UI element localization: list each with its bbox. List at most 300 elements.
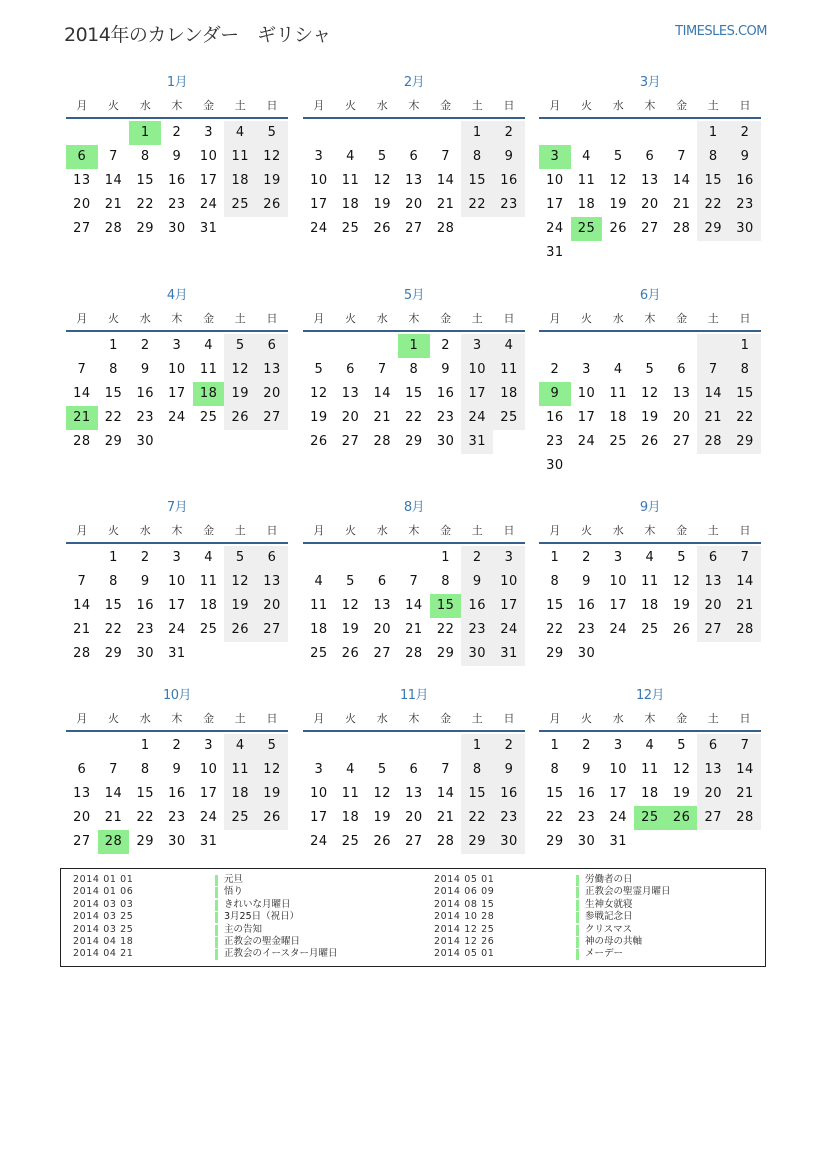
day-cell: 25 [224,806,256,830]
weekday-label: 火 [345,99,357,112]
day-cell: 12 [224,358,256,382]
day-cell: 10 [493,570,525,594]
day-cell: 14 [104,786,123,801]
holiday-date: 2014 03 25 [73,923,134,935]
day-cell: 7 [729,546,761,570]
day-cell: 21 [729,594,761,618]
day-cell: 9 [140,362,150,377]
month-3 [539,72,761,265]
weekday-label: 水 [376,712,388,725]
day-cell: 7 [441,149,450,164]
day-cell: 17 [546,197,564,212]
day-cell: 13 [373,598,391,613]
holiday-marker [576,887,579,898]
empty-cell [335,334,367,358]
day-cell: 21 [405,622,423,637]
holiday-marker [576,912,579,923]
day-cell: 27 [341,434,360,449]
holiday-row [434,948,671,960]
day-cell: 23 [136,622,154,637]
day-cell: 11 [641,762,659,777]
month-name: 3月 [639,75,661,90]
month-name: 9月 [639,500,661,515]
weekday-label: 金 [203,524,215,537]
day-cell: 20 [73,810,91,825]
day-cell: 13 [641,173,659,188]
day-cell: 16 [168,173,186,188]
month-4 [66,285,288,454]
day-cell: 20 [256,594,288,618]
day-cell: 8 [550,762,560,777]
weekday-header [66,307,288,332]
day-cell: 9 [493,145,525,169]
weekday-label: 月 [313,312,325,325]
day-grid [539,119,761,265]
weekday-header [539,707,761,732]
holiday-date: 2014 05 01 [434,948,495,960]
empty-cell [303,334,335,358]
day-cell: 29 [405,434,423,449]
empty-cell [335,546,367,570]
empty-cell [539,121,571,145]
day-cell: 22 [461,193,493,217]
day-cell: 16 [136,386,154,401]
day-cell: 18 [641,598,659,613]
day-cell: 28 [373,434,391,449]
empty-cell [366,121,398,145]
empty-cell [571,334,603,358]
weekday-label: 日 [503,312,515,325]
day-cell: 4 [582,149,591,164]
day-cell: 3 [172,550,182,565]
day-cell: 30 [168,221,186,236]
holiday-row [73,936,338,948]
empty-cell [66,546,98,570]
day-grid [539,732,761,854]
day-cell: 13 [341,386,360,401]
holiday-marker [215,912,218,923]
day-cell: 13 [73,786,91,801]
day-grid [303,119,525,241]
empty-cell [66,121,98,145]
day-cell: 12 [609,173,627,188]
weekday-label: 月 [549,524,561,537]
day-cell: 13 [697,758,729,782]
day-cell: 22 [546,622,564,637]
day-cell: 30 [546,458,564,473]
weekday-label: 月 [313,99,325,112]
weekday-label: 金 [440,524,452,537]
day-cell: 26 [672,622,691,637]
holiday-row [73,886,338,898]
day-cell: 23 [729,193,761,217]
day-cell: 29 [104,646,123,661]
day-cell: 26 [373,221,391,236]
day-cell: 19 [256,169,288,193]
day-cell: 25 [341,834,360,849]
day-cell: 8 [109,574,118,589]
weekday-label: 火 [108,312,120,325]
month-1 [66,72,288,241]
day-cell: 25 [341,221,360,236]
day-cell: 9 [493,758,525,782]
day-cell: 11 [577,173,596,188]
month-name: 11月 [399,688,429,703]
day-cell: 10 [199,149,218,164]
day-cell: 27 [641,221,659,236]
empty-cell [634,121,666,145]
empty-cell [430,734,462,758]
day-cell: 11 [310,598,328,613]
day-cell: 5 [677,738,686,753]
weekday-label: 木 [171,312,183,325]
day-cell: 1 [550,738,560,753]
day-cell: 2 [461,546,493,570]
holiday-row [434,899,671,911]
day-grid [539,544,761,666]
day-cell: 24 [609,622,627,637]
empty-cell [602,334,634,358]
weekday-header [66,519,288,544]
day-cell: 19 [373,197,391,212]
day-cell: 26 [310,434,328,449]
weekday-label: 水 [139,712,151,725]
weekday-label: 金 [676,99,688,112]
day-cell: 29 [104,434,123,449]
holiday-name: 元旦 [224,874,244,885]
day-cell: 17 [199,173,218,188]
day-cell: 12 [310,386,328,401]
day-grid [66,332,288,454]
day-cell: 31 [168,646,186,661]
weekday-label: 水 [376,99,388,112]
day-cell: 3 [314,149,324,164]
day-cell: 11 [224,758,256,782]
day-cell: 21 [436,197,455,212]
weekday-label: 月 [76,524,88,537]
day-cell: 17 [168,386,186,401]
weekday-header [66,94,288,119]
day-cell: 2 [441,338,450,353]
weekday-label: 木 [644,524,656,537]
day-cell: 17 [310,810,328,825]
weekday-header [303,94,525,119]
empty-cell [634,334,666,358]
weekday-label: 金 [203,99,215,112]
day-cell: 8 [441,574,450,589]
day-cell: 29 [461,830,493,854]
day-cell: 3 [613,550,623,565]
day-cell: 2 [582,550,591,565]
day-cell: 9 [140,574,150,589]
month-7 [66,497,288,666]
day-cell: 28 [73,434,91,449]
day-cell: 17 [461,382,493,406]
holiday-marker [215,900,218,911]
month-name: 4月 [166,288,188,303]
day-cell: 24 [577,434,596,449]
day-cell: 7 [409,574,419,589]
holiday-marker [576,937,579,948]
empty-cell [335,121,367,145]
day-cell: 25 [493,406,525,430]
day-cell: 1 [697,121,729,145]
holiday-date: 2014 12 26 [434,935,495,947]
holiday-marker [215,949,218,960]
day-cell: 15 [136,173,154,188]
holiday-day-cell: 1 [129,121,161,145]
day-cell: 4 [204,338,213,353]
day-cell: 2 [140,550,150,565]
day-cell: 24 [168,622,186,637]
day-cell: 14 [729,758,761,782]
weekday-label: 火 [108,524,120,537]
day-cell: 30 [136,434,154,449]
day-cell: 12 [373,786,391,801]
day-cell: 13 [672,386,691,401]
day-cell: 28 [697,430,729,454]
holiday-marker [576,925,579,936]
day-cell: 26 [609,221,627,236]
day-cell: 12 [224,570,256,594]
weekday-label: 土 [471,524,483,537]
day-cell: 23 [461,618,493,642]
weekday-label: 日 [739,712,751,725]
day-cell: 7 [441,762,450,777]
holiday-name: 参戦記念日 [585,911,633,923]
holiday-name: 生神女就寝 [585,898,633,910]
weekday-label: 日 [739,312,751,325]
weekday-label: 水 [139,524,151,537]
day-cell: 6 [77,762,87,777]
day-cell: 10 [577,386,596,401]
day-cell: 8 [140,149,150,164]
weekday-label: 月 [76,99,88,112]
day-cell: 23 [436,410,455,425]
empty-cell [398,546,430,570]
day-cell: 28 [405,646,423,661]
day-cell: 17 [577,410,596,425]
weekday-label: 木 [408,312,420,325]
day-cell: 11 [199,362,218,377]
day-cell: 24 [609,810,627,825]
empty-cell [430,121,462,145]
month-8 [303,497,525,666]
day-cell: 13 [697,570,729,594]
holiday-name: 悟り [224,886,244,898]
day-cell: 29 [436,646,455,661]
holiday-name: クリスマス [585,923,633,935]
weekday-label: 水 [612,524,624,537]
day-cell: 16 [577,598,596,613]
day-cell: 21 [672,197,691,212]
holiday-name: メーデー [585,948,624,960]
weekday-label: 木 [408,524,420,537]
day-cell: 6 [677,362,686,377]
day-cell: 29 [546,834,564,849]
empty-cell [98,121,130,145]
day-cell: 2 [493,734,525,758]
day-cell: 30 [436,434,455,449]
weekday-label: 月 [313,524,325,537]
weekday-label: 火 [108,99,120,112]
day-cell: 4 [204,550,213,565]
day-cell: 1 [550,550,560,565]
day-cell: 11 [641,574,659,589]
day-cell: 17 [609,786,627,801]
weekday-label: 火 [581,312,593,325]
day-cell: 14 [373,386,391,401]
day-cell: 21 [729,782,761,806]
month-2 [303,72,525,241]
day-cell: 4 [346,149,355,164]
day-cell: 29 [136,221,154,236]
holiday-row [434,886,671,898]
day-cell: 23 [577,810,596,825]
weekday-label: 月 [76,712,88,725]
month-name: 1月 [166,75,188,90]
day-grid [303,544,525,666]
brand-logo[interactable]: TIMESLES.COM [675,24,767,39]
day-cell: 26 [373,834,391,849]
day-cell: 19 [310,410,328,425]
holiday-row [73,874,338,886]
day-cell: 13 [256,358,288,382]
day-cell: 31 [199,834,218,849]
day-cell: 13 [256,570,288,594]
day-cell: 7 [109,762,118,777]
day-cell: 9 [729,145,761,169]
holiday-date: 2014 04 18 [73,935,134,947]
weekday-label: 金 [440,99,452,112]
holiday-marker [215,925,218,936]
day-cell: 16 [436,386,455,401]
holiday-date: 2014 01 01 [73,874,134,885]
day-cell: 22 [136,810,154,825]
holiday-name: 正教会の聖金曜日 [224,935,301,947]
day-cell: 25 [609,434,627,449]
day-cell: 25 [310,646,328,661]
day-cell: 28 [729,806,761,830]
day-cell: 12 [373,173,391,188]
holiday-name: 労働者の日 [585,874,633,885]
day-cell: 2 [172,738,182,753]
day-cell: 2 [729,121,761,145]
day-cell: 19 [609,197,627,212]
holiday-list-left [73,874,338,961]
day-cell: 18 [224,169,256,193]
day-cell: 3 [461,334,493,358]
weekday-label: 木 [644,312,656,325]
day-cell: 12 [641,386,659,401]
day-cell: 20 [341,410,360,425]
day-cell: 11 [341,786,360,801]
day-cell: 18 [341,810,360,825]
holiday-row [434,911,671,923]
empty-cell [666,334,698,358]
day-cell: 4 [493,334,525,358]
day-cell: 13 [73,173,91,188]
day-cell: 28 [729,618,761,642]
day-cell: 1 [109,338,118,353]
day-cell: 21 [436,810,455,825]
month-name: 6月 [639,288,661,303]
day-cell: 21 [73,622,91,637]
holiday-date: 2014 10 28 [434,911,495,923]
day-cell: 27 [697,618,729,642]
day-cell: 29 [546,646,564,661]
day-cell: 19 [224,382,256,406]
day-cell: 24 [199,810,218,825]
weekday-label: 水 [376,524,388,537]
day-cell: 12 [256,145,288,169]
holiday-row [434,924,671,936]
weekday-label: 火 [581,524,593,537]
day-cell: 18 [609,410,627,425]
day-cell: 1 [441,550,450,565]
day-cell: 10 [546,173,564,188]
day-cell: 22 [136,197,154,212]
holiday-marker [576,900,579,911]
empty-cell [539,334,571,358]
day-cell: 4 [645,738,655,753]
day-cell: 27 [405,834,423,849]
holiday-list [60,868,766,967]
month-5 [303,285,525,454]
day-cell: 2 [550,362,560,377]
day-cell: 7 [109,149,118,164]
holiday-day-cell: 26 [666,806,698,830]
day-cell: 3 [582,362,591,377]
day-cell: 15 [697,169,729,193]
month-12 [539,685,761,854]
day-cell: 26 [256,806,288,830]
day-cell: 28 [436,221,455,236]
day-grid [66,732,288,854]
weekday-label: 金 [676,524,688,537]
day-cell: 29 [697,217,729,241]
day-cell: 14 [729,570,761,594]
day-cell: 3 [314,762,324,777]
empty-cell [571,121,603,145]
holiday-name: 3月25日（祝日） [224,911,300,923]
holiday-day-cell: 3 [539,145,571,169]
holiday-marker [576,949,579,960]
day-cell: 20 [73,197,91,212]
day-cell: 23 [136,410,154,425]
day-cell: 30 [461,642,493,666]
day-cell: 26 [224,406,256,430]
day-cell: 3 [204,738,213,753]
weekday-label: 月 [549,99,561,112]
day-cell: 27 [405,221,423,236]
day-cell: 10 [310,786,328,801]
weekday-label: 日 [503,524,515,537]
day-cell: 27 [256,406,288,430]
day-cell: 30 [493,830,525,854]
day-cell: 17 [199,786,218,801]
empty-cell [66,334,98,358]
weekday-label: 水 [612,312,624,325]
weekday-label: 金 [203,312,215,325]
month-10 [66,685,288,854]
day-cell: 17 [493,594,525,618]
day-cell: 18 [341,197,360,212]
day-cell: 27 [73,221,91,236]
day-cell: 14 [104,173,123,188]
holiday-marker [576,875,579,886]
day-cell: 21 [104,810,123,825]
